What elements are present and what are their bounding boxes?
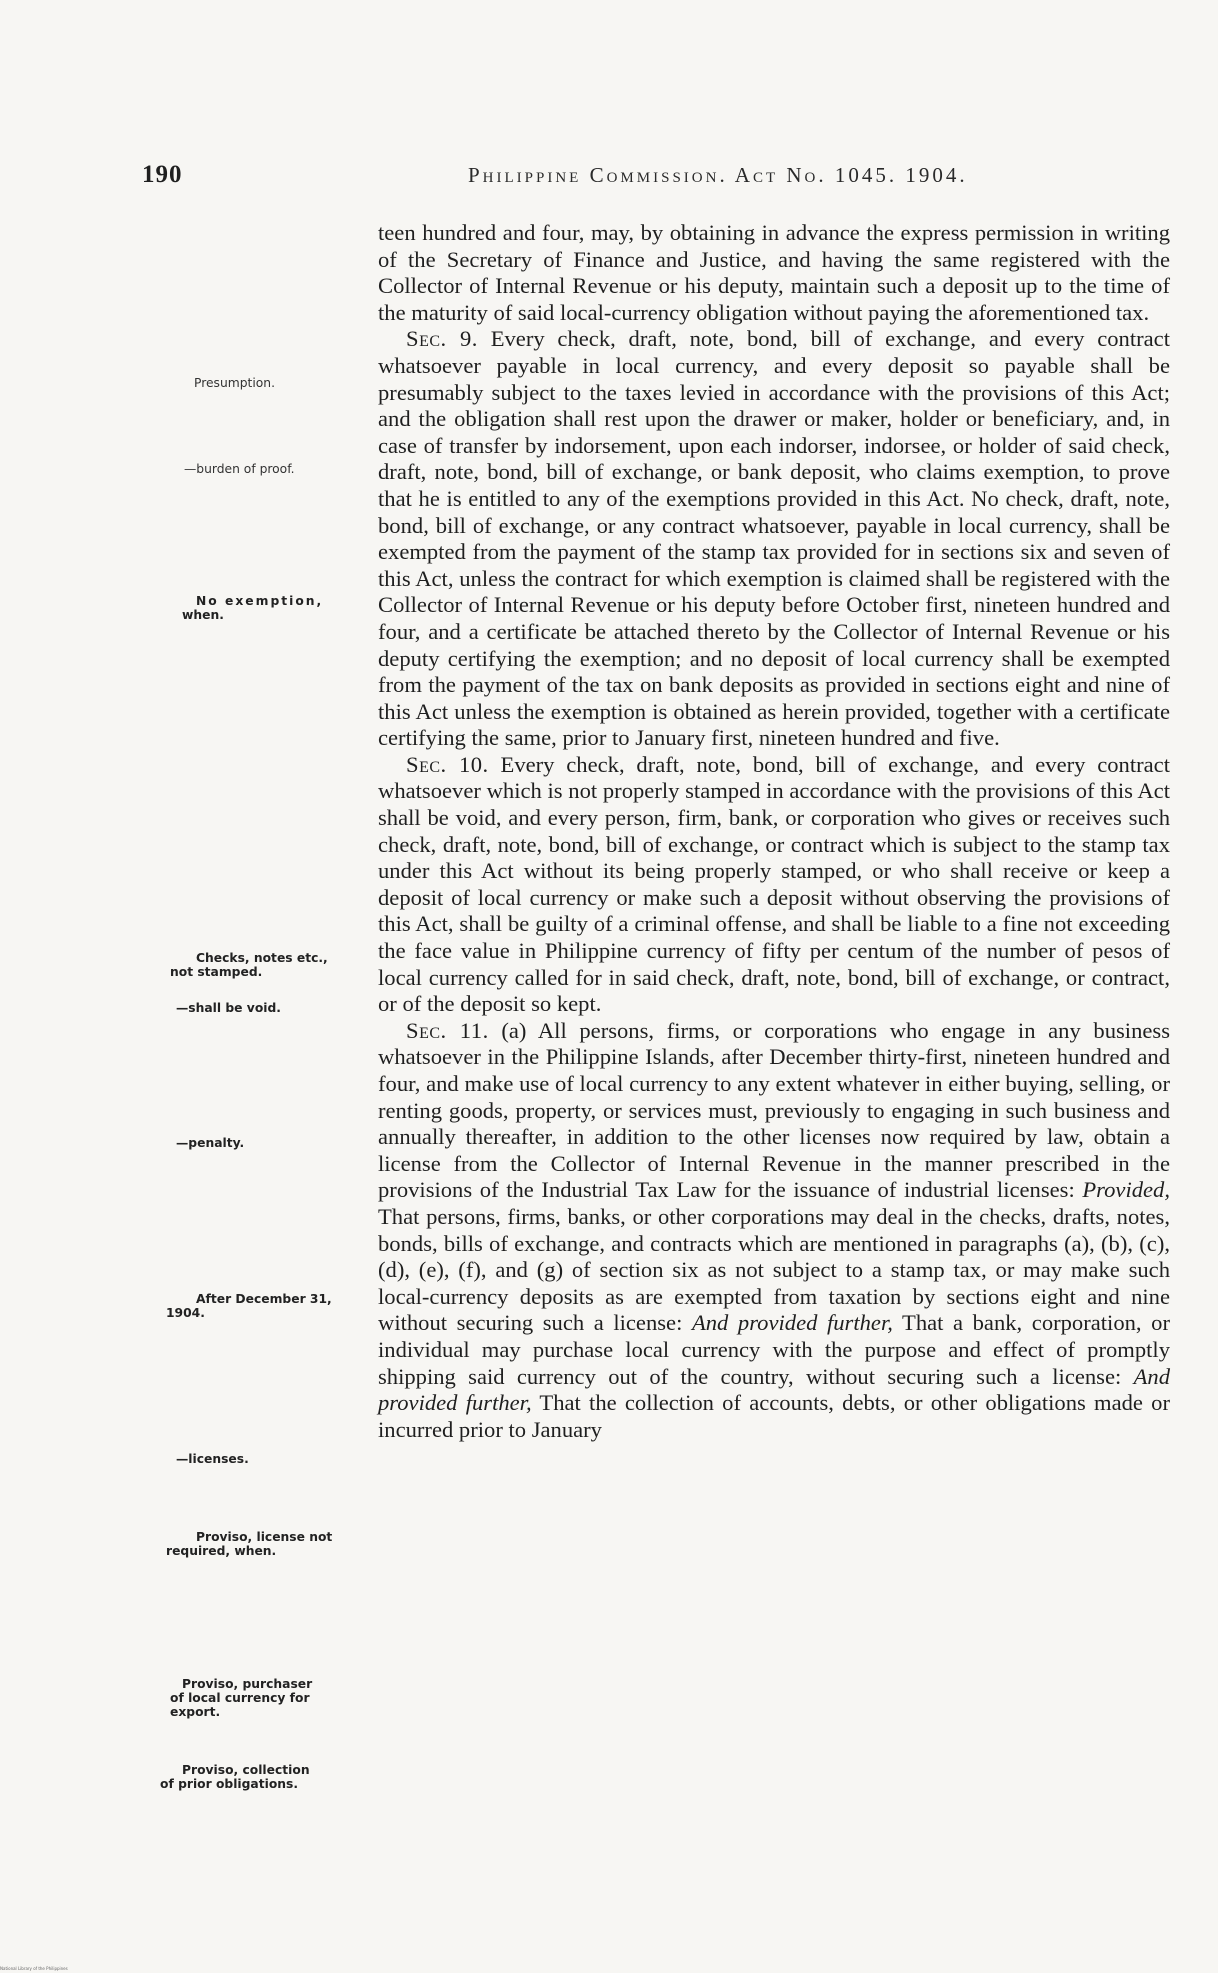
- section-11-text-c: That a bank, corporation, or individual may purchase local currency with the purpose and effect of promptly shipping said currency out of the country, without securing such a license:: [378, 1310, 1170, 1389]
- provided-2: And provided further,: [691, 1310, 893, 1336]
- margin-note-after-december: After December 31,: [196, 1292, 332, 1306]
- margin-note-checks-not-stamped: Checks, notes etc.,: [196, 951, 328, 965]
- margin-note-no-exemption-when: when.: [182, 608, 224, 622]
- provided-3: And provided further,: [378, 1363, 1170, 1416]
- page-header: [0, 161, 1218, 195]
- section-9: [378, 326, 1170, 752]
- margin-note-burden-of-proof: —burden of proof.: [184, 462, 295, 476]
- margin-note-local-currency-export: of local currency for: [170, 1691, 310, 1705]
- section-11-text-d: That the collection of accounts, debts, or other obligations made or incurred prior to January: [378, 1390, 1171, 1442]
- margin-note-proviso-license: Proviso, license not: [196, 1530, 333, 1544]
- margin-note-required-when: required, when.: [166, 1544, 277, 1558]
- margin-note-not-stamped: not stamped.: [170, 965, 263, 979]
- section-9-label: Sec. 9.: [406, 326, 478, 352]
- section-11: [378, 1018, 1170, 1444]
- margin-note-export: export.: [170, 1705, 221, 1719]
- margin-note-proviso-purchaser: Proviso, purchaser: [182, 1677, 313, 1691]
- margin-note-1904: 1904.: [166, 1306, 205, 1320]
- section-10: [378, 752, 1170, 1018]
- body-text: [378, 220, 1170, 1443]
- running-head: Philippine Commission. Act No. 1045. 1904.: [468, 163, 968, 187]
- margin-note-proviso-collection: Proviso, collection: [182, 1763, 310, 1777]
- section-10-text: Every check, draft, note, bond, bill of exchange, and every contract whatsoever which is not properly stamped in accordance with the provisions of this Act shall be void, and every person, firm, bank, or corporation who gives or receives such check, draft, note, bond, bill of exchange, or contract which is subject to the stamp tax under this Act without its being properly stamped, or who shall receive or keep a deposit of local currency or make such a deposit without observing the provisions of this Act, shall be guilty of a criminal offense, and shall be liable to a fine not exceeding the face value in Philippine currency of fifty per centum of the number of pesos of local currency called for in said check, draft, note, bond, bill of exchange, or contract, or of the deposit so kept.: [378, 751, 1170, 1017]
- margin-note-prior-obligations: of prior obligations.: [160, 1777, 299, 1791]
- margin-note-no-exemption: No exemption,: [196, 594, 324, 608]
- section-10-label: Sec. 10.: [406, 751, 489, 777]
- paragraph-continuation: teen hundred and four, may, by obtaining in advance the express permission in writing of the Secretary of Finance and Justice, and having the same registered with the Collector of Internal Revenue or his deputy, maintain such a deposit up to the time of the maturity of said local-currency obligation without paying the aforementioned tax.: [378, 220, 1170, 325]
- margin-note-presumption: Presumption.: [194, 376, 275, 390]
- section-11-label: Sec. 11.: [406, 1017, 489, 1043]
- section-11-text-b: That persons, firms, banks, or other corporations may deal in the checks, drafts, notes, bonds, bills of exchange, and contracts which are mentioned in paragraphs (a), (b), (c), (d), (e), (f), and (g) of section six as not subject to a stamp tax, or may make such local-currency deposits as are exempted from taxation by sections eight and nine without securing such a license:: [378, 1203, 1170, 1336]
- page-number: 190: [142, 161, 183, 188]
- section-11-text-a: (a) All persons, firms, or corporations who engage in any business whatsoever in the Philippine Islands, after December thirty-first, nineteen hundred and four, and make use of local currency to any extent whatever in either buying, selling, or renting goods, property, or services must, previously to engaging in such business and annually thereafter, in addition to the other licenses now required by law, obtain a license from the Collector of Internal Revenue in the manner prescribed in the provisions of the Industrial Tax Law for the issuance of industrial licenses:: [378, 1017, 1170, 1203]
- footer-source: National Library of the Philippines: [0, 1966, 68, 1971]
- section-9-text: Every check, draft, note, bond, bill of exchange, and every contract whatsoever payable in local currency, and every deposit so payable shall be presumably subject to the taxes levied in accordance with the provisions of this Act; and the obligation shall rest upon the drawer or maker, holder or beneficiary, and, in case of transfer by indorsement, upon each indorser, indorsee, or holder of said check, draft, note, bond, bill of exchange, or bank deposit, who claims exemption, to prove that he is entitled to any of the exemptions provided in this Act. No check, draft, note, bond, bill of exchange, or any contract whatsoever, payable in local currency, shall be exempted from the payment of the stamp tax provided for in sections six and seven of this Act, unless the contract for which exemption is claimed shall be registered with the Collector of Internal Revenue or his deputy before October first, nineteen hundred and four, and a certificate be attached thereto by the Collector of Internal Revenue or his deputy certifying the exemption; and no deposit of local currency shall be exempted from the payment of the tax on bank deposits as provided in sections eight and nine of this Act unless the exemption is obtained as herein provided, together with a certificate certifying the same, prior to January first, nineteen hundred and five.: [378, 326, 1170, 751]
- margin-note-shall-be-void: —shall be void.: [176, 1001, 281, 1015]
- margin-note-licenses: —licenses.: [176, 1452, 249, 1466]
- provided-1: Provided,: [1082, 1177, 1170, 1203]
- margin-note-penalty: —penalty.: [176, 1136, 245, 1150]
